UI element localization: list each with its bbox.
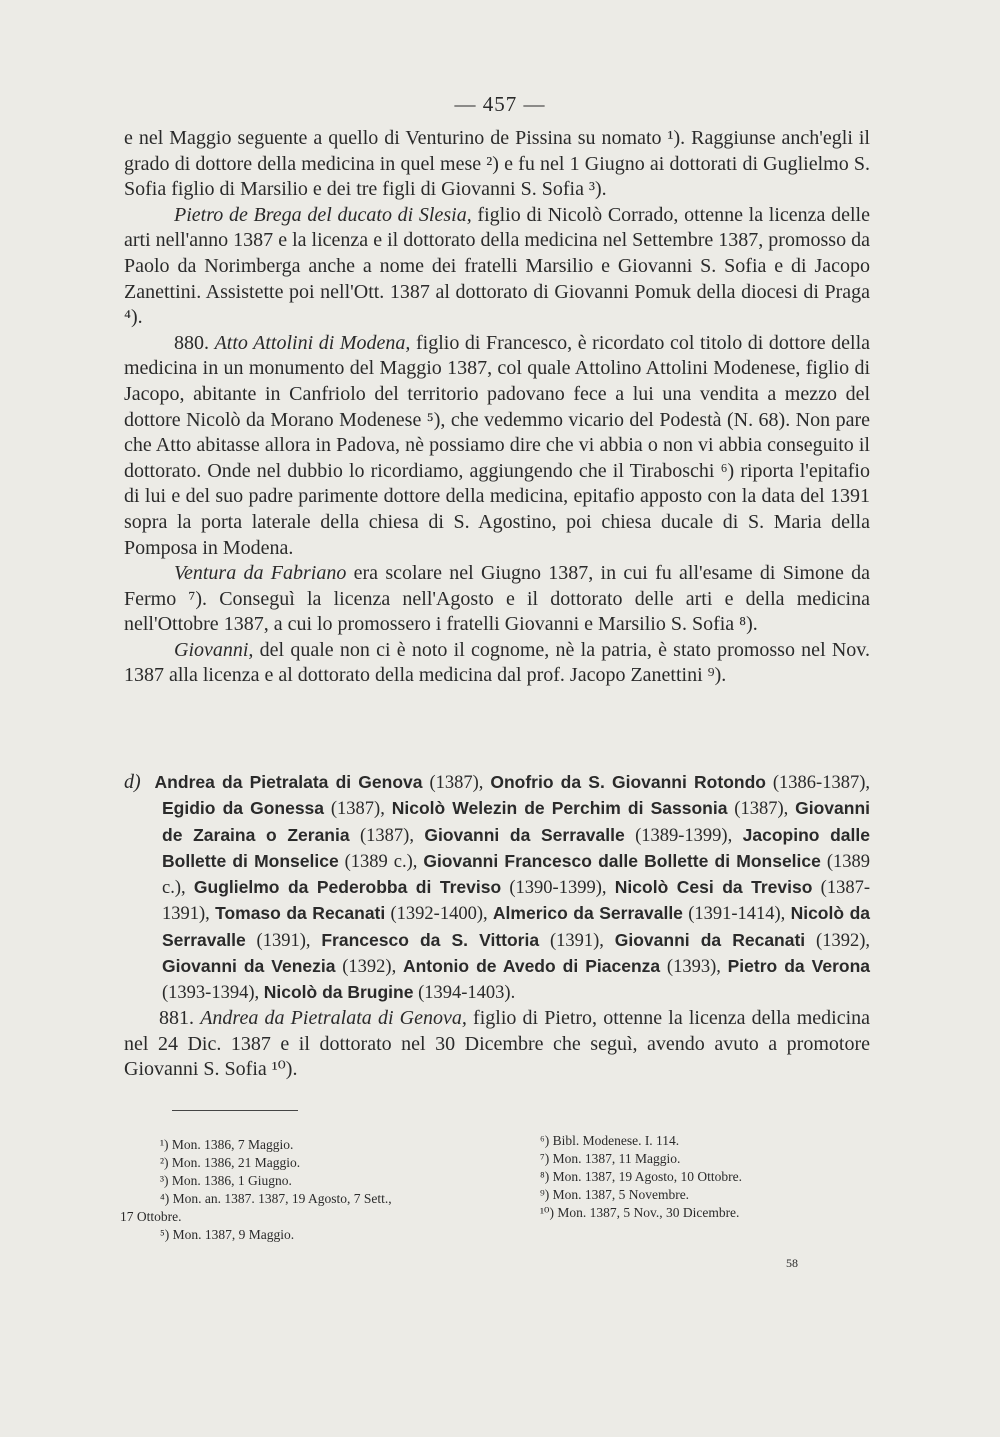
footnote: ⁷) Mon. 1387, 11 Maggio.	[540, 1151, 681, 1166]
paragraph-giovanni	[124, 638, 870, 689]
footnote: ⁸) Mon. 1387, 19 Agosto, 10 Ottobre.	[540, 1169, 742, 1184]
list-entry-name: Guglielmo da Pederobba di Treviso	[193, 877, 502, 898]
list-entry-dates: (1391),	[245, 930, 322, 951]
list-entry-dates: (1393-1394),	[162, 983, 264, 1004]
page-number: — 457 —	[454, 92, 546, 116]
footnotes-right	[540, 1132, 880, 1222]
person-name: Giovanni,	[174, 638, 254, 661]
paragraph-text: figlio di Pietro, ottenne la licenza della medicina nel 24 Dic. 1387 e il dottorato nel 30 Dicembre che seguì, avendo avuto a promotore Giovanni S. Sofia ¹⁰).	[124, 1007, 871, 1080]
paragraph-880	[124, 331, 870, 561]
paragraph-881	[124, 1006, 870, 1083]
list-entry-name: Nicolò da Serravalle	[162, 903, 870, 950]
list-label: d)	[124, 771, 141, 793]
footnote: ⁶) Bibl. Modenese. I. 114.	[540, 1133, 680, 1148]
entry-number: 881.	[159, 1007, 201, 1029]
list-entry-name: Andrea da Pietralata di Genova	[154, 772, 423, 792]
list-entry-dates: (1391),	[539, 930, 615, 951]
list-entry-name: Nicolò Welezin de Perchim di Sassonia	[391, 798, 728, 819]
list-entry-dates: (1392),	[335, 957, 403, 978]
list-entry-name: Jacopino dalle Bollette di Monselice	[162, 824, 870, 871]
signature-mark: 58	[786, 1256, 798, 1270]
list-entry-dates: (1391-1414),	[682, 904, 791, 925]
footnote: ³) Mon. 1386, 1 Giugno.	[160, 1173, 292, 1188]
person-name: Pietro de Brega del ducato di Slesia,	[174, 203, 472, 226]
paragraph-text: del quale non ci è noto il cognome, nè la patria, è stato promosso nel Nov. 1387 alla licenza e al dottorato della medicina dal prof. Jacopo Zanettini ⁹).	[124, 638, 870, 687]
list-entry-name: Giovanni Francesco dalle Bollette di Monselice	[423, 850, 821, 871]
list-entry-name: Giovanni da Venezia	[162, 956, 336, 977]
list-entry-dates: (1387),	[349, 825, 425, 846]
list-entry-dates: (1387),	[422, 773, 491, 793]
list-entry-dates: (1389 c.),	[162, 851, 870, 899]
list-entry-dates: (1387-1391),	[162, 878, 871, 925]
footnote: ⁹) Mon. 1387, 5 Novembre.	[540, 1187, 690, 1202]
main-text	[124, 126, 870, 689]
paragraph-text: era scolare nel Giugno 1387, in cui fu all'esame di Simone da Fermo ⁷). Conseguì la licenza nell'Agosto e il dottorato delle arti e della medicina nell'Ottobre 1387, a cui lo promossero i fratelli Giovanni e Marsilio S. Sofia ⁸).	[124, 562, 870, 636]
list-entry-dates: (1386-1387),	[765, 773, 870, 793]
paragraph-text: figlio di Francesco, è ricordato col titolo di dottore della medicina in un monumento del Maggio 1387, col quale Attolino Attolini Modenese, figlio di Jacopo, abitante in Canfriolo del territorio padovano fece a lui una vendita a mezzo del dottore Nicolò da Morano Modenese ⁵), che vedemmo vicario del Podestà (N. 68). Non pare che Atto abitasse allora in Padova, nè possiamo dire che vi abbia o non vi abbia conseguito il dottorato. Onde nel dubbio lo ricordiamo, aggiungendo che il Tiraboschi ⁶) riporta l'epitafio di lui e del suo padre parimente dottore della medicina, epitafio apposto con la data del 1391 sopra la porta laterale della chiesa di S. Agostino, poi chiesa ducale di S. Maria della Pomposa in Modena.	[124, 331, 871, 559]
list-entry-dates: (1393),	[660, 957, 728, 978]
list-entry-name: Giovanni de Zaraina o Zerania	[162, 798, 870, 845]
list-entry-dates: (1390-1399),	[501, 878, 615, 899]
list-entry-name: Francesco da S. Vittoria	[321, 929, 540, 950]
list-entry-dates: (1389-1399),	[624, 825, 743, 846]
footnotes-left	[120, 1136, 490, 1244]
list-entry-name: Nicolò Cesi da Treviso	[614, 877, 813, 898]
person-name: Atto Attolini di Modena,	[214, 331, 411, 354]
footnote: ⁴) Mon. an. 1387. 1387, 19 Agosto, 7 Sett.,	[160, 1191, 392, 1206]
entry-number: 880.	[174, 331, 215, 354]
list-entry-name: Nicolò da Brugine	[263, 982, 414, 1003]
list-entry-dates: (1387),	[324, 799, 392, 820]
footnote: ¹⁰) Mon. 1387, 5 Nov., 30 Dicembre.	[540, 1205, 740, 1220]
list-entry-name: Onofrio da S. Giovanni Rotondo	[490, 772, 766, 792]
person-name: Andrea da Pietralata di Genova,	[200, 1007, 467, 1029]
footnote-continuation: 17 Ottobre.	[120, 1209, 182, 1224]
names-list-paragraph	[124, 770, 870, 1007]
footnote: ²) Mon. 1386, 21 Maggio.	[160, 1155, 301, 1170]
person-name: Ventura da Fabriano	[174, 562, 347, 585]
list-entry-name: Antonio de Avedo di Piacenza	[402, 956, 661, 977]
paragraph-continuation: e nel Maggio seguente a quello di Venturino de Pissina su nomato ¹). Raggiunse anch'egli il grado di dottore della medicina in quel mese ²) e fu nel 1 Giugno ai dottorati di Guglielmo S. Sofia figlio di Marsilio e dei tre figli di Giovanni S. Sofia ³).	[124, 127, 870, 201]
paragraph-ventura	[124, 561, 870, 638]
paragraph-pietro-de-brega	[124, 203, 870, 331]
names-list	[124, 770, 870, 1007]
list-entry-dates: (1389 c.),	[338, 851, 424, 872]
list-entry-dates: (1394-1403).	[413, 983, 516, 1004]
list-entry-name: Tomaso da Recanati	[215, 903, 386, 924]
footnote-separator	[172, 1110, 298, 1111]
list-entry-dates: (1392-1400),	[385, 904, 493, 925]
list-entry-name: Giovanni da Serravalle	[424, 824, 625, 845]
list-entry-name: Egidio da Gonessa	[162, 798, 325, 819]
list-entry-dates: (1387),	[727, 799, 796, 820]
list-entry-name: Pietro da Verona	[727, 956, 871, 977]
list-entry-dates: (1392),	[805, 930, 870, 951]
list-entry-name: Almerico da Serravalle	[492, 903, 683, 924]
paragraph-text: figlio di Nicolò Corrado, ottenne la licenza delle arti nell'anno 1387 e la licenza e il dottorato della medicina nel Settembre 1387, promosso da Paolo da Norimberga anche a nome dei fratelli Marsilio e Giovanni S. Sofia e di Jacopo Zanettini. Assistette poi nell'Ott. 1387 al dottorato di Giovanni Pomuk della diocesi di Praga ⁴).	[124, 203, 870, 329]
list-entry-name: Giovanni da Recanati	[614, 929, 806, 950]
footnote: ¹) Mon. 1386, 7 Maggio.	[160, 1137, 294, 1152]
footnote: ⁵) Mon. 1387, 9 Maggio.	[160, 1227, 295, 1242]
